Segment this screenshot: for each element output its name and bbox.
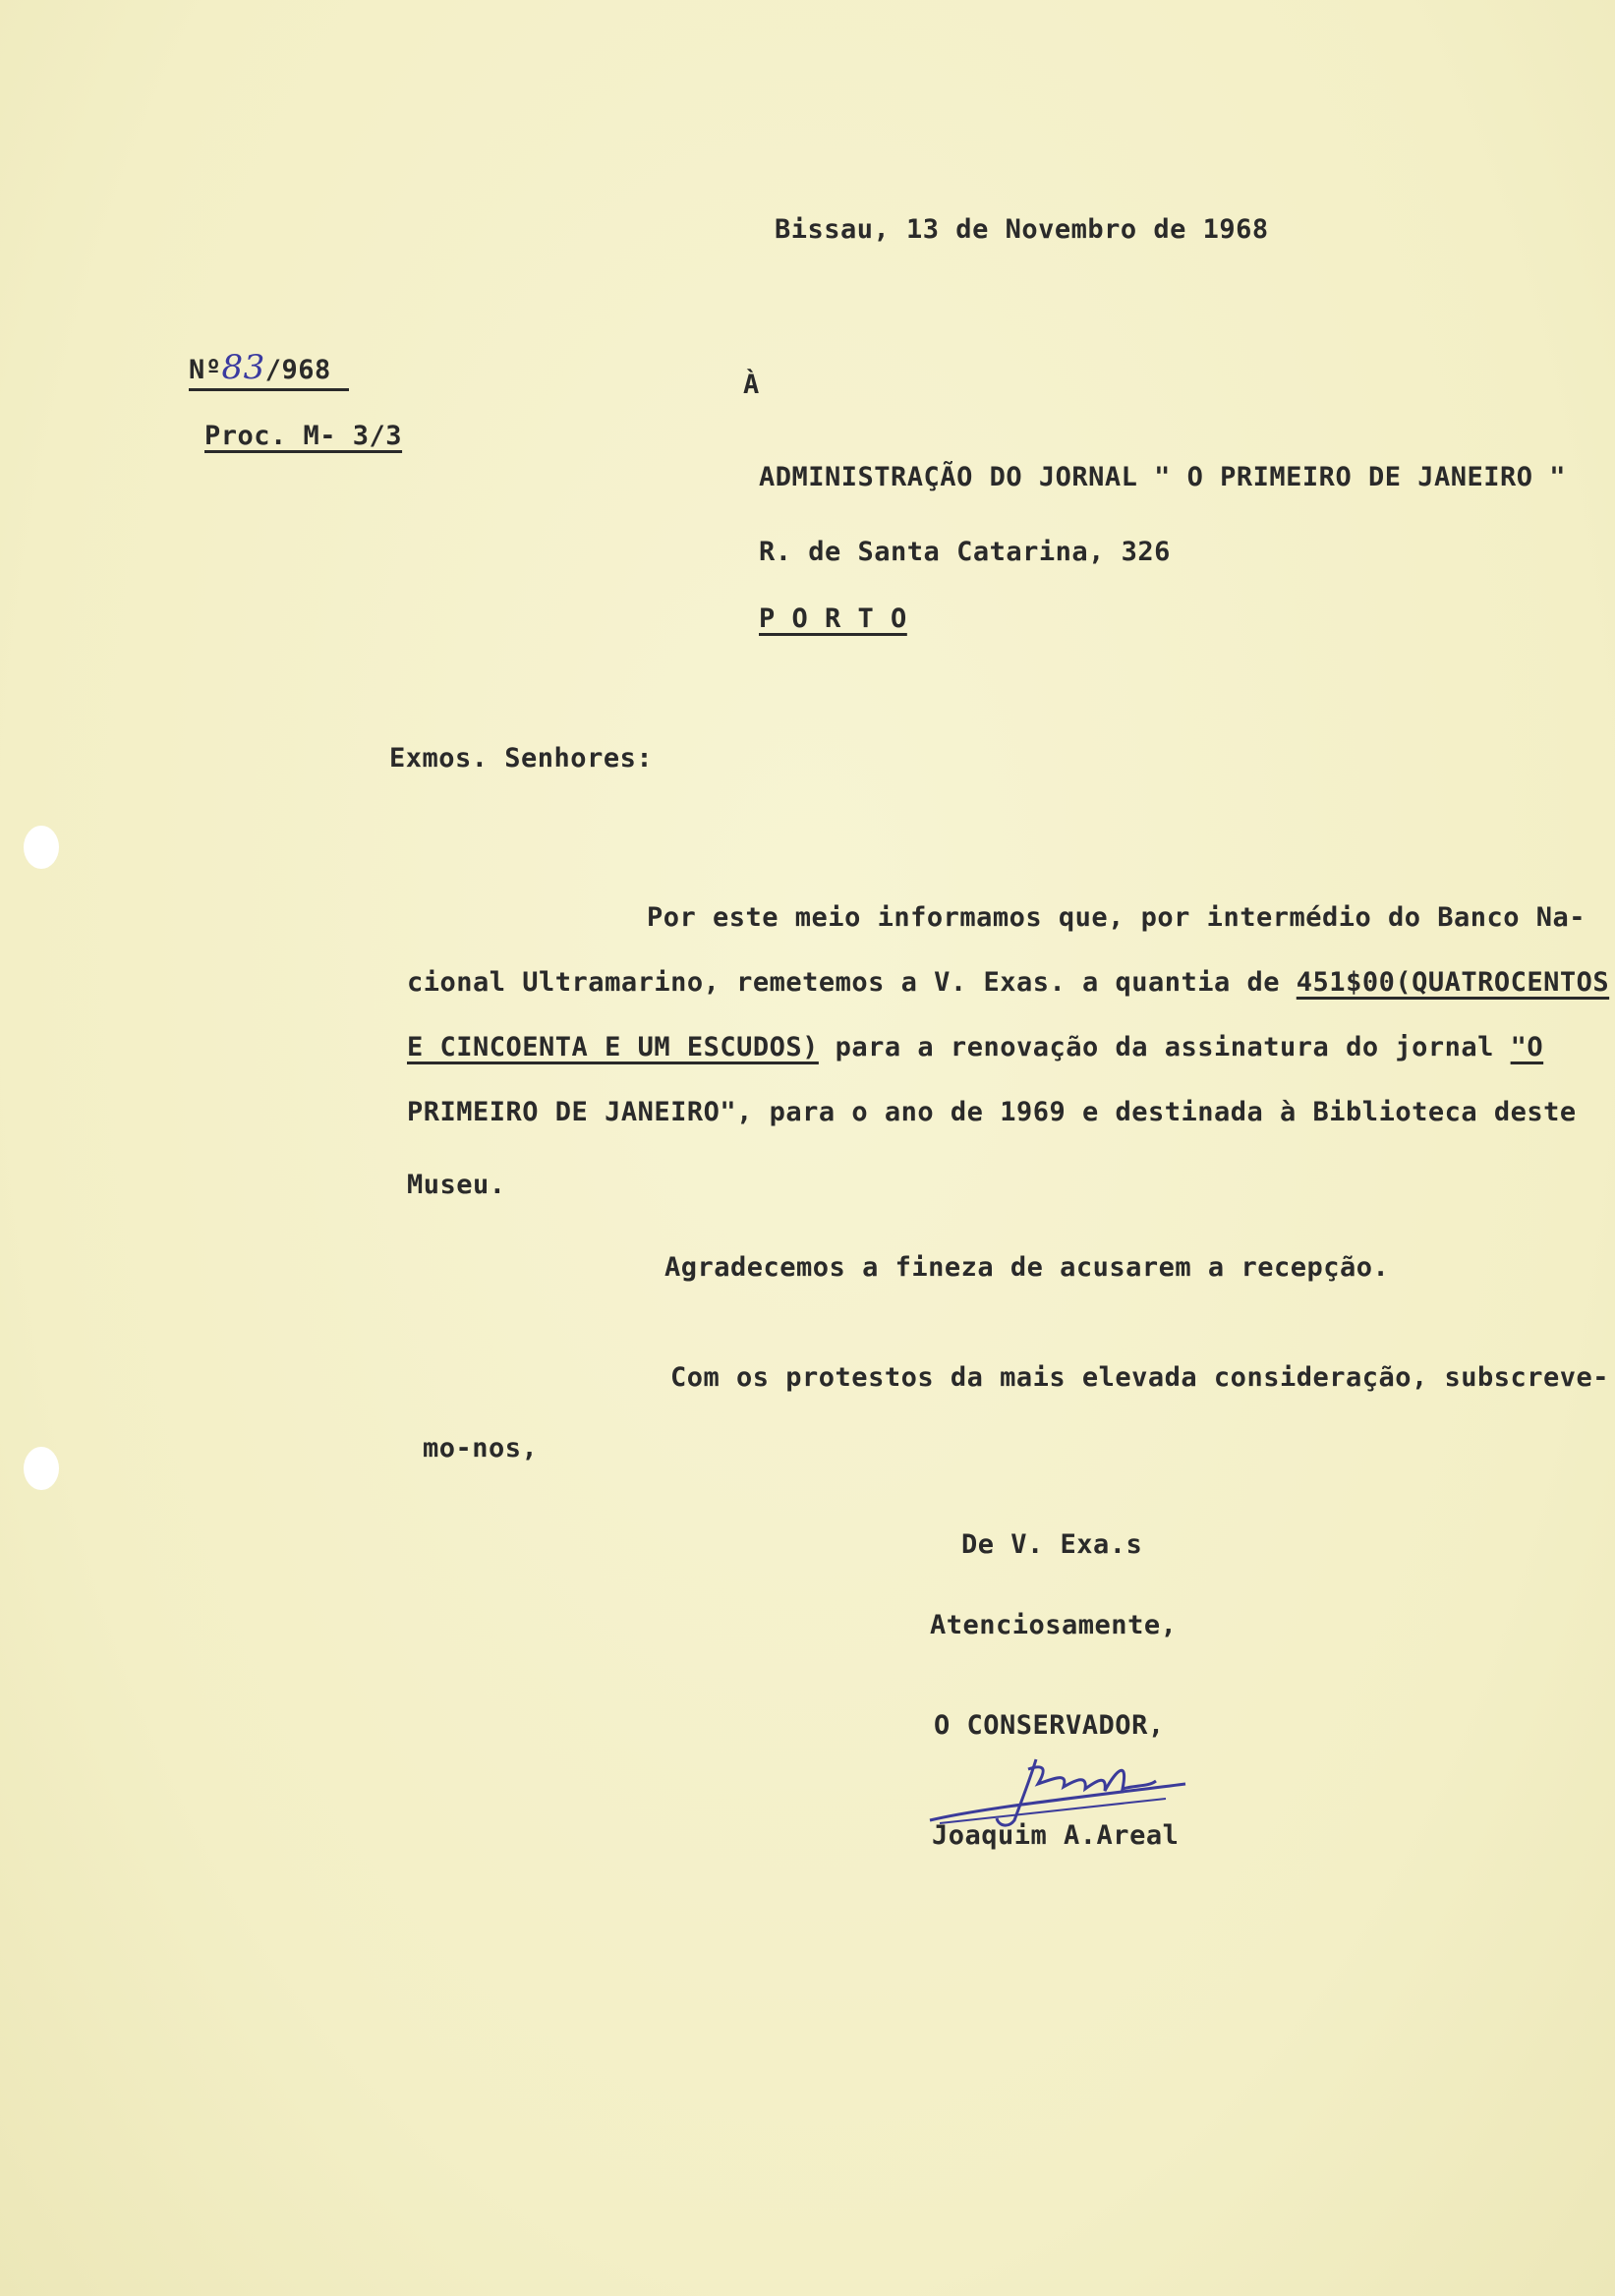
sign-formula: De V. Exa.s — [961, 1529, 1143, 1560]
amount-words: E CINCOENTA E UM ESCUDOS) — [407, 1032, 819, 1062]
body-line-1: Por este meio informamos que, por intermédio do Banco Na- — [647, 902, 1586, 933]
body-line-2-text: cional Ultramarino, remetemos a V. Exas. a quantia de — [407, 967, 1297, 998]
recipient-street: R. de Santa Catarina, 326 — [759, 537, 1171, 567]
amount-figure: 451$00(QUATROCENTOS — [1296, 967, 1610, 998]
newspaper-title-start: "O — [1510, 1032, 1544, 1062]
date-line: Bissau, 13 de Novembro de 1968 — [775, 214, 1269, 245]
recipient-name: ADMINISTRAÇÃO DO JORNAL " O PRIMEIRO DE JANEIRO " — [759, 462, 1567, 492]
process-number: Proc. M- 3/3 — [204, 421, 403, 451]
closing-line-1: Com os protestos da mais elevada consideração, subscreve- — [670, 1362, 1610, 1393]
reference-number — [189, 348, 349, 391]
salutation: Exmos. Senhores: — [389, 743, 654, 774]
body-line-3 — [407, 1032, 1543, 1063]
body-line-3-text: para a renovação da assinatura do jornal — [818, 1032, 1511, 1062]
thanks-line: Agradecemos a fineza de acusarem a recepção. — [664, 1252, 1390, 1283]
body-line-5: Museu. — [407, 1170, 506, 1200]
body-line-4: PRIMEIRO DE JANEIRO", para o ano de 1969 e destinada à Biblioteca deste — [407, 1097, 1577, 1127]
punch-hole-top — [24, 826, 59, 869]
sign-title: O CONSERVADOR, — [934, 1710, 1165, 1741]
punch-hole-bottom — [24, 1447, 59, 1490]
closing-line-2: mo-nos, — [423, 1433, 539, 1464]
reference-year: /968 — [264, 355, 331, 385]
sign-regards: Atenciosamente, — [930, 1610, 1178, 1640]
reference-handwritten-number: 83 — [221, 348, 265, 387]
recipient-city: P O R T O — [759, 603, 907, 634]
signer-name: Joaquim A.Areal — [932, 1820, 1180, 1851]
recipient-to: À — [743, 370, 760, 400]
body-line-2 — [407, 967, 1609, 999]
reference-prefix: Nº — [189, 355, 222, 385]
